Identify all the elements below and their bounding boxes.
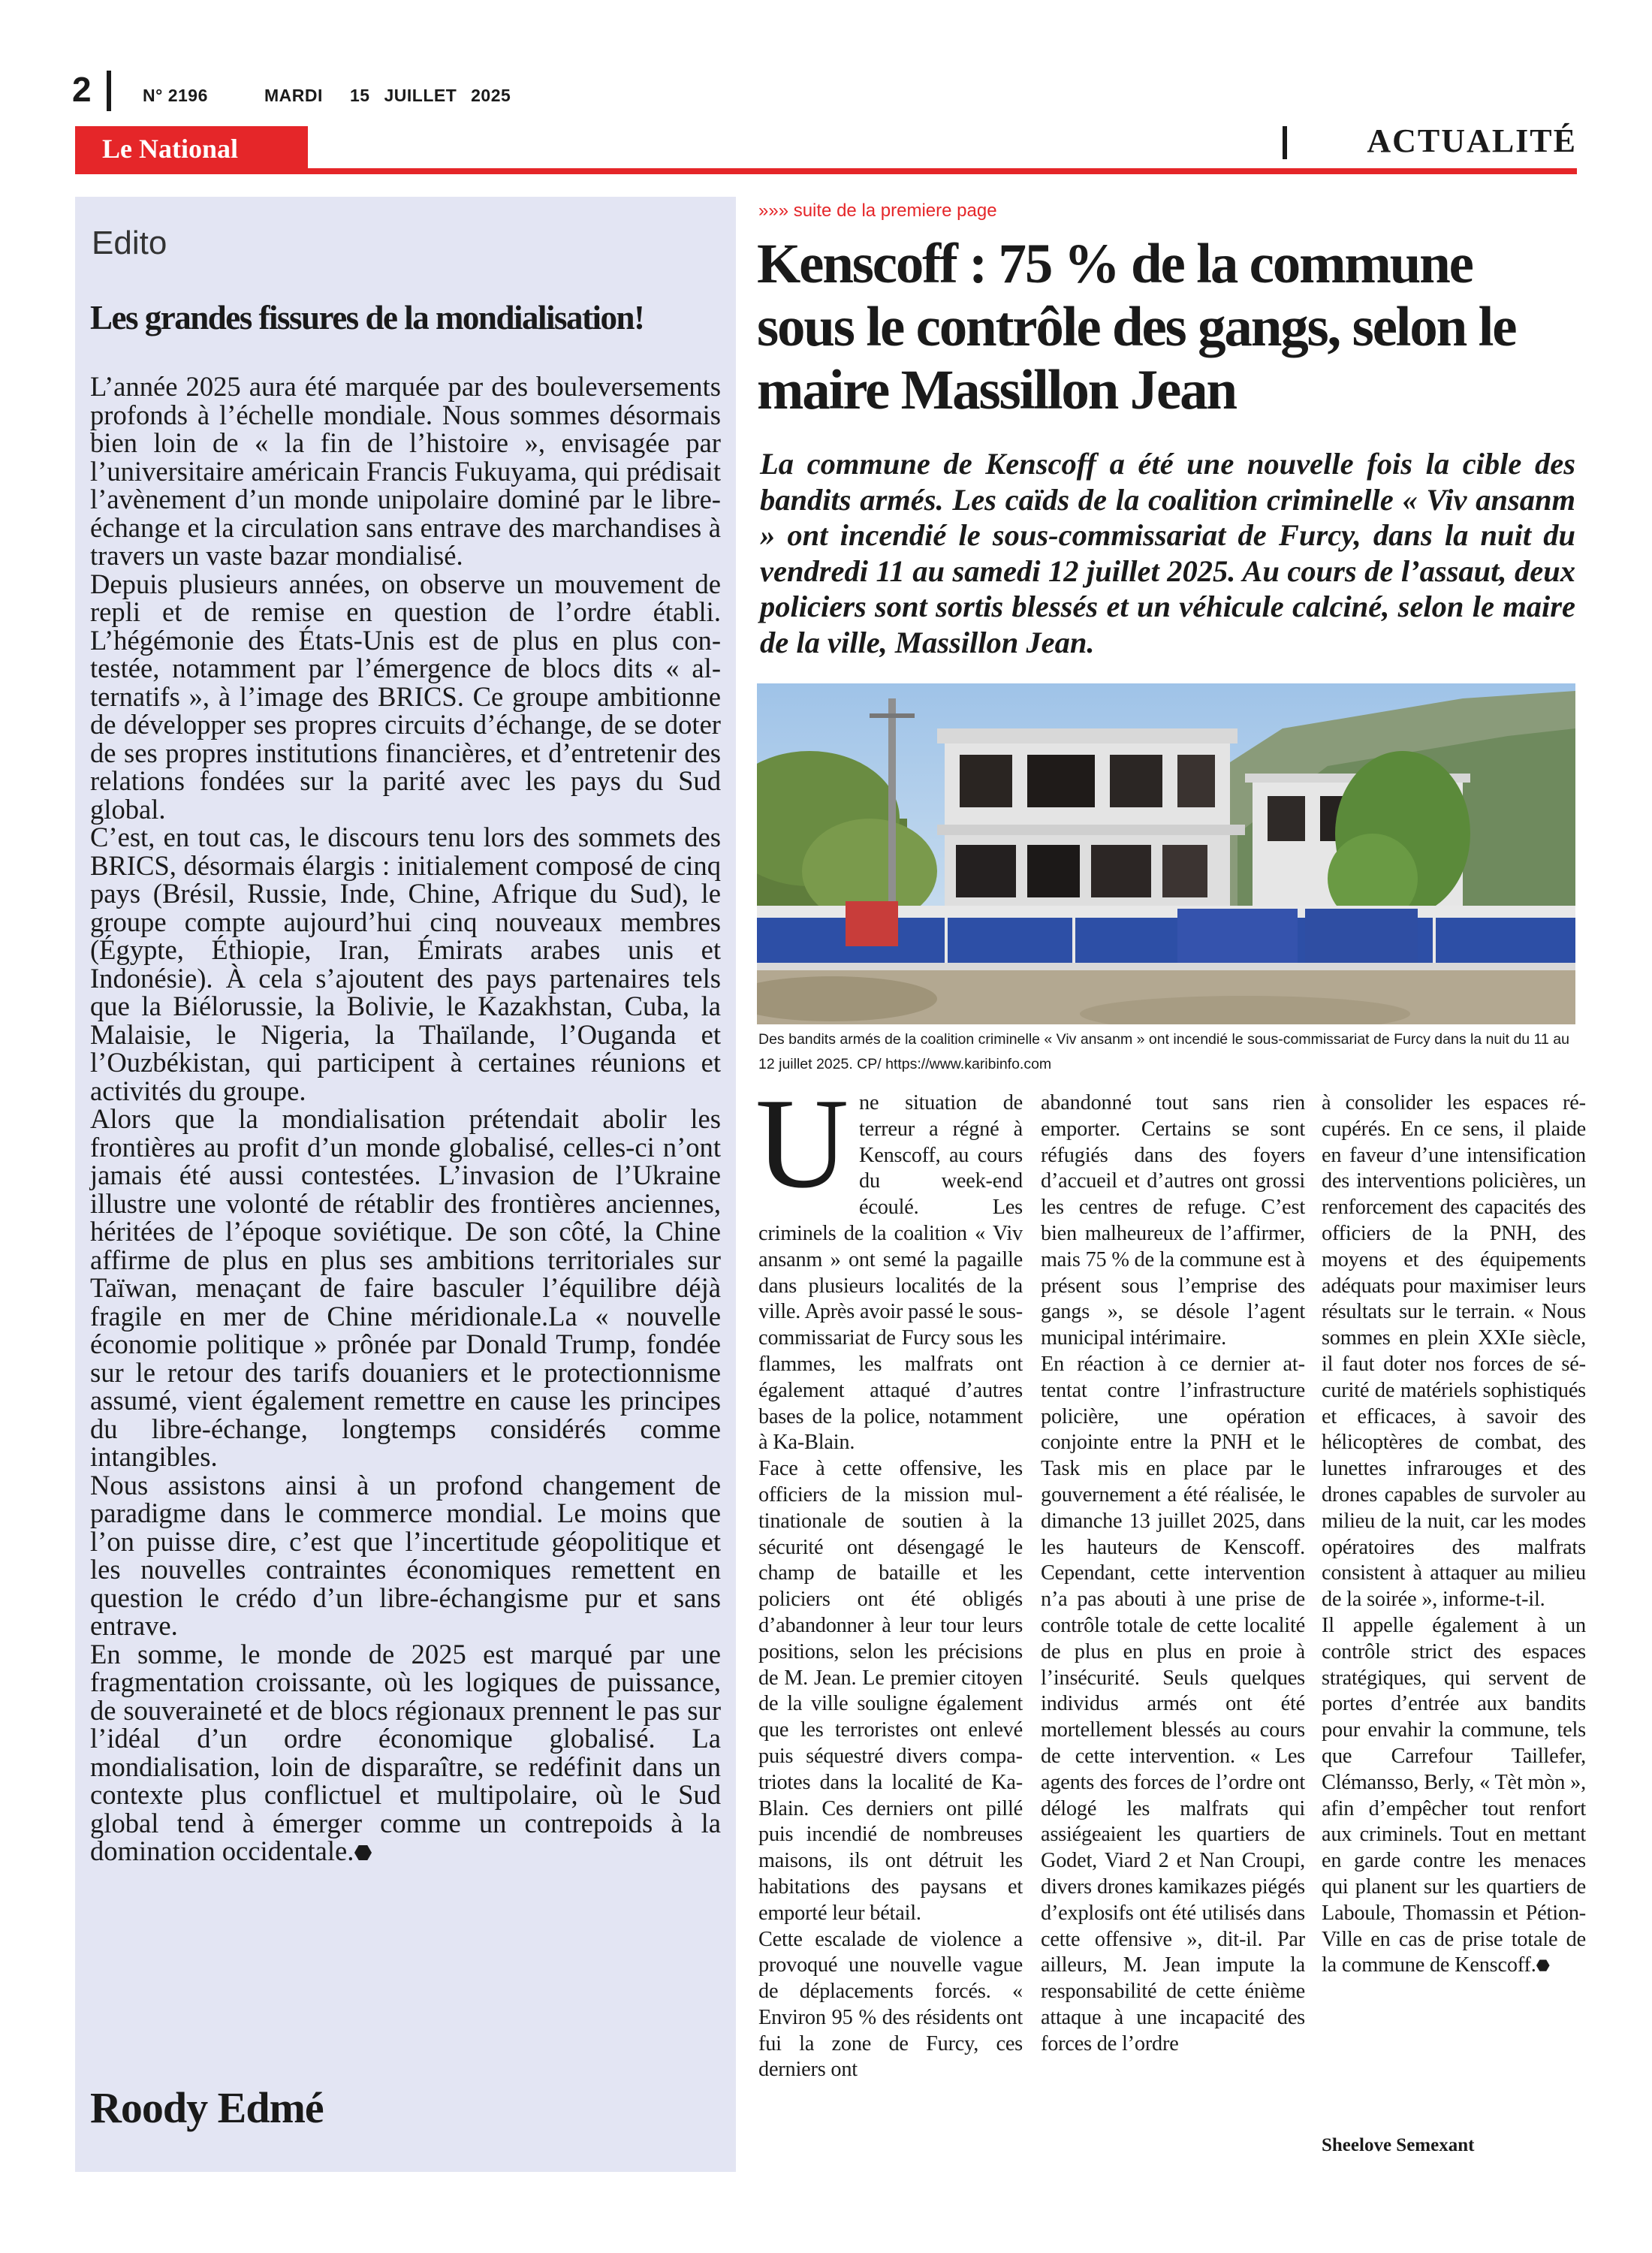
editorial-paragraph: Alors que la mondialisation prétendait abolir les frontières au profit d’un monde globalisé, celles-ci n’ont jamais été aussi contestées. L’invasion de l’Ukraine illustre une volonté de rétablir des frontières anciennes, héritées de l’époque soviétique. De son côté, la Chine affirme de plus en plus ses ambitions territoriales sur Taïwan, menaçant de faire basculer l’équilibre déjà fragile en mer de Chine méridionale.La « nouvelle économie politique » prônée par Donald Trump, fondée sur le retour des tarifs douaniers et le protectionnisme assumé, vient également remettre en cause les principes du libre-échange, longtemps considérés comme intangibles.	[90, 1103, 721, 1472]
article-headline: Kenscoff : 75 % de la commune sous le contrôle des gangs, selon le maire Massillon Jean	[757, 233, 1516, 421]
continuation-kicker: »»» suite de la premiere page	[758, 201, 997, 221]
end-mark-icon: ⬣	[1536, 1956, 1550, 1975]
header-rule	[75, 168, 1577, 174]
editorial-paragraph: Nous assistons ainsi à un profond changement de paradigme dans le commerce mondial. Le moins que l’on puisse dire, c’est que l’incertitude géopolitique et les nouvelles contraintes économiques remettent en question le crédo d’un libre-échangisme pur et sans entrave.	[90, 1469, 721, 1641]
article-paragraph	[755, 1072, 1023, 1456]
drop-cap: U	[755, 1072, 849, 1215]
editorial-last-text: En somme, le monde de 2025 est marqué par une fragmentation croissante, où les logiques de puissance, de souveraineté et de blocs régionaux prennent le pas sur l’idéal d’un ordre économique globalisé. La mondialisation, loin de disparaître, se redéfinit dans un contexte plus conflictuel et multipolaire, où le Sud global tend à émerger comme un contrepoids à la domination occidentale.	[90, 1638, 721, 1866]
article-paragraph	[1322, 1613, 1586, 1979]
article-byline: Sheelove Semexant	[1322, 2135, 1475, 2155]
article-paragraph: En réaction à ce dernier attentat contre l’infrastructure policière, une opération conjointe entre la PNH et le Task mis en place par le gouvernement a été réalisée, le dimanche 13 juillet 2025, dans les hauteurs de Kenscoff. Cependant, cette intervention n’a pas abouti à une prise de contrôle totale de cette localité de plus en plus en proie à l’insécurité. Seuls quelques individus armés ont été mortellement blessés au cours de cette intervention. « Les agents des forces de l’ordre ont délogé les malfrats qui assiégeaient les quartiers de Godet, Viard 2 et Nan Croupi, divers drones kamikazes piégés d’explosifs ont été utilisés dans cette offensive », dit-il. Par ailleurs, M. Jean impute la responsabilité de cette énième attaque à une incapacité des forces de l’ordre	[1041, 1352, 1305, 2055]
article-photo	[757, 683, 1575, 1024]
weekday: MARDI	[264, 86, 323, 105]
page-number: 2	[72, 70, 92, 109]
issue-date: 15 JUILLET 2025	[350, 86, 511, 105]
section-label: ACTUALITÉ	[1367, 122, 1577, 159]
article-lead: La commune de Kenscoff a été une nouvelle fois la cible des bandits armés. Les caïds de la coalition criminelle « Viv ansanm » ont incendié le sous-commissariat de Furcy, dans la nuit du vendredi 11 au samedi 12 juillet 2025. Au cours de l’assaut, deux policiers sont sortis blessés et un véhicule calciné, selon le maire de la ville, Massillon Jean.	[760, 447, 1575, 659]
article-last-text: Il appelle également à un contrôle strict des espaces stratégiques, qui servent de portes d’entrée aux bandits pour envahir la commune, tels que Carrefour Taillefer, Clémansso, Berly, « Tèt mòn », afin d’empêcher tout renfort aux criminels. Tout en mettant en garde contre les menaces qui planent sur les quartiers de Laboule, Thomassin et Pétion-Ville en cas de prise totale de la commune de Kenscoff.	[1322, 1613, 1586, 1977]
article-paragraph: Cette escalade de violence a provoqué une nouvelle vague de déplacements forcés. « Environ 95 % des résidents ont fui la zone de Furcy, ces derniers ont	[758, 1927, 1023, 2082]
article-paragraph: à consolider les espaces récupérés. En ce sens, il plaide en faveur d’une intensification des interventions policières, un renforcement des capacités des officiers de la PNH, des moyens et des équipements adéquats pour maximiser leurs résultats sur le terrain. « Nous sommes en plein XXIe siècle, il faut doter nos forces de sécurité de matériels sophistiqués et efficaces, à savoir des hélicoptères de combat, des lunettes infrarouges et des drones capables de survoler au milieu de la nuit, car les modes opératoires des malfrats consistent à attaquer au milieu de la soirée », informe-t-il.	[1322, 1091, 1586, 1612]
section-divider	[1283, 126, 1287, 159]
article-column-1	[755, 1072, 1023, 2083]
editorial-title: Les grandes fissures de la mondialisation!	[90, 299, 644, 336]
article-column-3	[1322, 1090, 1586, 1979]
article-first-text: ne situation de terreur a régné à Kenscoff, au cours du week-end écoulé. Les criminels de la coalition « Viv ansanm » ont semé la pagaille dans plusieurs localités de la ville. Après avoir passé le sous-commissariat de Furcy sous les flammes, les malfrats ont également attaqué d’autres bases de la police, notamment à Ka-Blain.	[758, 1091, 1023, 1455]
article-paragraph: Face à cette offensive, les officiers de la mission multinationale de soutien à la sécurité ont désengagé le champ de bataille et les policiers ont été obligés d’abandonner à leur tour leurs positions, selon les précisions de M. Jean. Le premier citoyen de la ville souligne également que les terroristes ont enlevé puis séquestré divers compatriotes dans la localité de Ka-Blain. Ces derniers ont pillé puis incendié de nombreuses maisons, ils ont détruit les habitations des paysans et emporté leur bétail.	[758, 1457, 1023, 1925]
article-paragraph: abandonné tout sans rien emporter. Certains se sont réfugiés dans des foyers d’accueil et d’autres ont grossi les centres de refuge. C’est bien malheureux de l’affirmer, mais 75 % de la commune est à présent sous l’emprise des gangs », se désole l’agent municipal intérimaire.	[1041, 1091, 1305, 1350]
editorial-paragraph	[90, 1640, 721, 1868]
photo-caption: Des bandits armés de la coalition criminelle « Viv ansanm » ont incendié le sous-commissariat de Furcy dans la nuit du 11 au 12 juillet 2025. CP/ https://www.karibinfo.com	[758, 1031, 1569, 1072]
editorial-paragraph: L’année 2025 aura été marquée par des bouleversements profonds à l’échelle mondiale. Nous sommes désormais bien loin de « la fin de l’histoire », envisagée par l’universitaire américain Francis Fukuyama, qui prédisait l’avènement d’un monde unipolaire dominé par le libre-échange et la circulation sans entrave des marchandises à travers un vaste bazar mondialisé.	[90, 371, 721, 571]
editorial-author: Roody Edmé	[90, 2083, 324, 2132]
end-mark-icon: ⬣	[354, 1841, 372, 1864]
brand-logo: Le National	[102, 134, 239, 164]
editorial-paragraph: C’est, en tout cas, le discours tenu lors des sommets des BRICS, désormais élargis : initialement composé de cinq pays (Brésil, Russie, Inde, Chine, Afrique du Sud), le groupe compte aujourd’hui cinq nouveaux membres (Égypte, Éthiopie, Iran, Émirats arabes unis et Indonésie). À cela s’ajoutent des pays partenaires tels que la Biélorussie, la Bolivie, le Kazakhstan, Cuba, la Malaisie, le Nigeria, la Thaïlande, l’Ouganda et l’Ouzbékistan, qui participent à certaines réunions et activités du groupe.	[90, 822, 721, 1106]
editorial-paragraph: Depuis plusieurs années, on observe un mouvement de repli et de remise en question de l’ordre établi. L’hégémonie des États-Unis est de plus en plus contestée, notamment par l’émergence de blocs dits « alternatifs », à l’image des BRICS. Ce groupe ambitionne de développer ses propres circuits d’échange, de se doter de ses propres institutions financières, et d’entretenir des relations fondées sur la parité avec les pays du Sud global.	[90, 568, 721, 825]
burned-police-station-illustration	[757, 683, 1575, 1024]
article-column-2	[1041, 1090, 1305, 2057]
editorial-label: Edito	[92, 225, 167, 261]
editorial-body	[90, 372, 721, 1868]
page-number-divider	[107, 71, 111, 111]
issue-number: N° 2196	[143, 86, 208, 105]
